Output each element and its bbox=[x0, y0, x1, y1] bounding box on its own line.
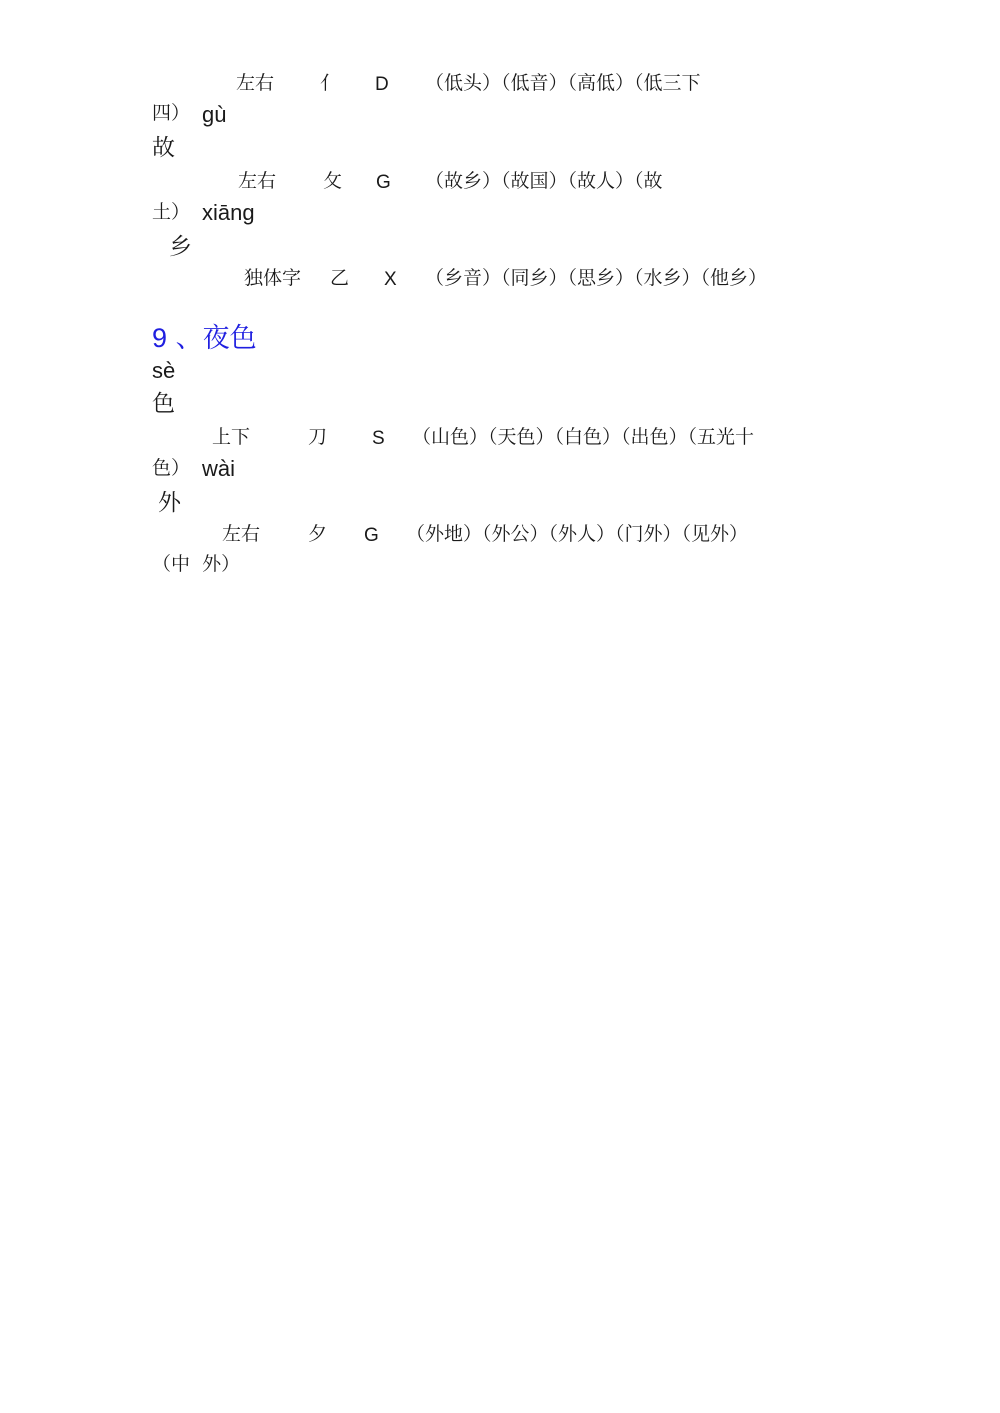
word-list-continuation: 土） bbox=[152, 201, 191, 223]
radical-label: 刀 bbox=[308, 426, 328, 448]
word-list: （山色）（天色）（白色）（出色）（五光十 bbox=[412, 426, 755, 448]
word-list: （外地）（外公）（外人）（门外）（见外） bbox=[406, 523, 749, 545]
structure-label: 左右 bbox=[236, 72, 275, 94]
word-list-continuation: （中 外） bbox=[152, 553, 241, 575]
pinyin: gù bbox=[202, 102, 227, 127]
headword-character: 外 bbox=[158, 490, 181, 516]
lesson-number: 9 bbox=[152, 323, 168, 353]
word-list: （乡音）（同乡）（思乡）（水乡）（他乡） bbox=[425, 267, 768, 289]
word-list-continuation: 四） bbox=[152, 102, 191, 124]
pinyin: wài bbox=[202, 456, 236, 481]
headword-character: 故 bbox=[152, 135, 175, 161]
index-letter: G bbox=[376, 172, 391, 193]
word-list-continuation: 色） bbox=[152, 457, 191, 479]
radical-label: 攵 bbox=[323, 170, 343, 192]
headword-character: 乡 bbox=[169, 234, 192, 260]
radical-label: 亻 bbox=[320, 72, 340, 94]
structure-label: 上下 bbox=[212, 426, 251, 448]
radical-label: 乙 bbox=[330, 267, 350, 289]
index-letter: X bbox=[384, 269, 397, 290]
lesson-title: 夜色 bbox=[202, 323, 257, 354]
structure-label: 左右 bbox=[238, 170, 277, 192]
headword-character: 色 bbox=[152, 391, 175, 417]
structure-label: 左右 bbox=[222, 523, 261, 545]
word-list: （低头）（低音）（高低）（低三下 bbox=[425, 72, 701, 94]
lesson-separator: 、 bbox=[175, 323, 203, 354]
index-letter: G bbox=[364, 525, 379, 546]
lesson-heading bbox=[152, 325, 257, 352]
structure-label: 独体字 bbox=[244, 267, 302, 289]
index-letter: D bbox=[375, 74, 389, 95]
pinyin: sè bbox=[152, 358, 176, 383]
word-list: （故乡）（故国）（故人）（故 bbox=[425, 170, 663, 192]
pinyin: xiāng bbox=[202, 200, 255, 225]
index-letter: S bbox=[372, 428, 385, 449]
radical-label: 夕 bbox=[308, 523, 328, 545]
